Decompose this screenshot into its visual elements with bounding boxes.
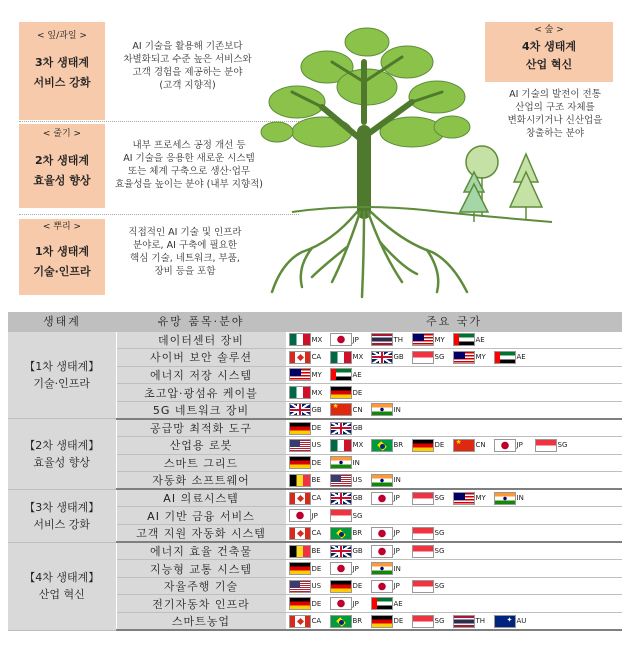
desc-line: 내부 프로세스 공정 개선 등 <box>132 140 246 151</box>
table-row <box>8 331 622 349</box>
category-label: 【3차 생태계】 <box>24 500 100 514</box>
country-flag <box>412 350 449 364</box>
flag-icon <box>289 474 311 487</box>
country-flag <box>289 421 326 435</box>
country-flag <box>289 438 326 452</box>
ecosystem-category-cell <box>8 489 116 542</box>
country-flag <box>412 526 449 540</box>
flag-icon <box>289 509 311 522</box>
country-code: DE <box>352 388 363 397</box>
country-flag <box>412 614 449 628</box>
item-cell: AI 기반 금융 서비스 <box>116 507 286 525</box>
desc-line: AI 기술의 발전이 전통 <box>509 89 601 100</box>
countries-cell <box>286 542 622 560</box>
country-code: CA <box>311 529 322 538</box>
country-code: MX <box>311 388 323 397</box>
ecosystem-category-cell <box>8 542 116 630</box>
flag-icon <box>412 527 434 540</box>
category-label: 기술·인프라 <box>33 376 91 390</box>
flag-icon <box>289 439 311 452</box>
category-label: 【1차 생태계】 <box>24 359 100 373</box>
country-flag <box>330 509 367 523</box>
flag-icon <box>412 439 434 452</box>
desc-line: 창출하는 분야 <box>525 128 585 139</box>
flag-icon <box>330 615 352 628</box>
country-flag <box>289 526 326 540</box>
ecosystem-3-tag: < 잎/과일 > <box>37 31 87 41</box>
countries-cell <box>286 349 622 367</box>
ecosystem-2-title: 2차 생태계 <box>35 154 89 167</box>
desc-line: (고객 지향적) <box>159 80 216 91</box>
item-cell: AI 의료시스템 <box>116 489 286 507</box>
country-code: DE <box>311 424 322 433</box>
country-flag <box>371 579 408 593</box>
country-code: JP <box>352 564 359 573</box>
country-code: DE <box>311 564 322 573</box>
desc-line: 효율성을 높이는 분야 (내부 지향적) <box>115 179 263 190</box>
flag-icon <box>330 509 352 522</box>
country-flag <box>330 562 367 576</box>
table-header-row <box>8 312 622 331</box>
ecosystem-1-box <box>19 219 105 295</box>
flag-icon <box>289 492 311 505</box>
flag-icon <box>371 474 393 487</box>
table-row <box>8 419 622 437</box>
item-cell: 자율주행 기술 <box>116 577 286 595</box>
country-code: BR <box>393 441 404 450</box>
country-code: GB <box>393 353 404 362</box>
country-code: BR <box>352 617 363 626</box>
flag-icon <box>289 368 311 381</box>
flag-icon <box>330 439 352 452</box>
flag-icon <box>289 527 311 540</box>
country-code: JP <box>393 494 400 503</box>
flag-icon <box>412 545 434 558</box>
country-code: SG <box>434 494 445 503</box>
country-code: DE <box>311 458 322 467</box>
country-code: JP <box>352 335 359 344</box>
country-flag <box>330 350 367 364</box>
flag-icon <box>453 333 475 346</box>
table-row <box>8 489 622 507</box>
flag-icon <box>371 492 393 505</box>
country-flag <box>289 562 326 576</box>
country-code: US <box>311 582 322 591</box>
flag-icon <box>371 333 393 346</box>
item-cell: 스마트농업 <box>116 613 286 631</box>
country-code: GB <box>352 494 363 503</box>
flag-icon <box>494 615 516 628</box>
country-code: AE <box>475 335 485 344</box>
country-code: JP <box>311 511 318 520</box>
countries-cell <box>286 384 622 402</box>
countries-cell <box>286 419 622 437</box>
header-items: 유망 품목·분야 <box>116 312 286 331</box>
ecosystem-2-subtitle: 효율성 향상 <box>33 174 91 187</box>
country-code: IN <box>516 494 524 503</box>
country-flag <box>412 438 449 452</box>
countries-cell <box>286 577 622 595</box>
flag-icon <box>371 615 393 628</box>
ecosystem-category-cell <box>8 331 116 419</box>
country-flag <box>494 350 531 364</box>
country-flag <box>289 403 326 417</box>
country-flag <box>330 544 367 558</box>
country-code: DE <box>311 599 322 608</box>
country-flag <box>289 456 326 470</box>
country-code: DE <box>352 582 363 591</box>
country-flag <box>289 509 326 523</box>
countries-cell <box>286 560 622 578</box>
country-flag <box>289 579 326 593</box>
flag-icon <box>289 403 311 416</box>
desc-line: AI 기술을 응용한 새로운 시스템 <box>123 153 255 164</box>
country-flag <box>371 438 408 452</box>
country-code: AE <box>516 353 526 362</box>
country-flag <box>330 438 367 452</box>
flag-icon <box>453 439 475 452</box>
countries-cell <box>286 331 622 349</box>
country-flag <box>371 614 408 628</box>
country-flag <box>289 368 326 382</box>
country-flag <box>453 491 490 505</box>
desc-line: 직접적인 AI 기술 및 인프라 <box>128 227 242 238</box>
desc-line: 분야로, AI 구축에 필요한 <box>133 240 237 251</box>
ecosystem-4-tag: < 숲 > <box>534 25 564 35</box>
flag-icon <box>494 492 516 505</box>
flag-icon <box>289 333 311 346</box>
item-cell: 사이버 보안 솔루션 <box>116 349 286 367</box>
country-flag <box>289 491 326 505</box>
country-code: SG <box>557 441 568 450</box>
flag-icon <box>412 492 434 505</box>
country-flag <box>289 473 326 487</box>
flag-icon <box>371 351 393 364</box>
ecosystem-3-box <box>19 22 105 120</box>
country-flag <box>330 597 367 611</box>
ecosystem-diagram <box>0 0 629 305</box>
country-code: DE <box>393 617 404 626</box>
country-code: TH <box>475 617 486 626</box>
category-label: 서비스 강화 <box>33 517 91 531</box>
flag-icon <box>412 351 434 364</box>
flag-icon <box>330 422 352 435</box>
item-cell: 자동화 소프트웨어 <box>116 472 286 490</box>
ecosystem-2-description <box>104 139 274 191</box>
country-flag <box>453 438 490 452</box>
country-flag <box>330 333 367 347</box>
country-code: SG <box>434 582 445 591</box>
flag-icon <box>330 368 352 381</box>
item-cell: 고객 지원 자동화 시스템 <box>116 525 286 543</box>
country-flag <box>371 526 408 540</box>
country-code: AE <box>352 370 362 379</box>
country-code: MX <box>311 335 323 344</box>
country-code: AE <box>393 599 403 608</box>
country-flag <box>412 491 449 505</box>
country-flag <box>412 579 449 593</box>
item-cell: 스마트 그리드 <box>116 454 286 472</box>
country-code: DE <box>434 441 445 450</box>
country-flag <box>371 350 408 364</box>
desc-line: 장비 등을 포함 <box>154 266 216 277</box>
country-code: CA <box>311 617 322 626</box>
flag-icon <box>412 615 434 628</box>
country-code: JP <box>516 441 523 450</box>
desc-line: 차별화되고 수준 높은 서비스와 <box>123 54 252 65</box>
country-code: MX <box>352 353 364 362</box>
flag-icon <box>330 333 352 346</box>
flag-icon <box>453 615 475 628</box>
country-code: JP <box>393 547 400 556</box>
country-flag <box>330 386 367 400</box>
category-label: 효율성 향상 <box>33 456 91 470</box>
country-code: SG <box>434 617 445 626</box>
countries-cell <box>286 454 622 472</box>
category-label: 산업 혁신 <box>38 588 85 602</box>
country-code: GB <box>311 405 322 414</box>
country-code: JP <box>393 582 400 591</box>
country-flag <box>289 544 326 558</box>
countries-cell <box>286 437 622 455</box>
country-code: IN <box>393 476 401 485</box>
ecosystem-1-subtitle: 기술·인프라 <box>33 265 91 278</box>
country-code: MY <box>475 494 486 503</box>
country-flag <box>371 597 408 611</box>
country-code: IN <box>393 564 401 573</box>
desc-line: 또는 체계 구축으로 생산·업무 <box>127 166 251 177</box>
flag-icon <box>412 333 434 346</box>
country-flag <box>371 473 408 487</box>
flag-icon <box>289 545 311 558</box>
country-flag <box>289 614 326 628</box>
country-code: AU <box>516 617 527 626</box>
flag-icon <box>371 403 393 416</box>
country-code: GB <box>352 547 363 556</box>
flag-icon <box>330 562 352 575</box>
country-code: US <box>311 441 322 450</box>
item-cell: 5G 네트워크 장비 <box>116 401 286 419</box>
country-flag <box>494 438 531 452</box>
country-code: TH <box>393 335 404 344</box>
country-flag <box>494 491 531 505</box>
desc-line: 변화시키거나 신산업을 <box>507 115 603 126</box>
flag-icon <box>330 474 352 487</box>
countries-cell <box>286 525 622 543</box>
ecosystem-1-tag: < 뿌리 > <box>42 222 82 232</box>
countries-cell <box>286 613 622 631</box>
country-code: SG <box>434 353 445 362</box>
desc-line: 산업의 구조 자체를 <box>515 102 595 113</box>
ecosystem-table <box>8 312 622 631</box>
item-cell: 공급망 최적화 도구 <box>116 419 286 437</box>
flag-icon <box>330 386 352 399</box>
country-code: BE <box>311 476 321 485</box>
flag-icon <box>330 403 352 416</box>
item-cell: 초고압·광섬유 케이블 <box>116 384 286 402</box>
country-flag <box>330 614 367 628</box>
ecosystem-3-title: 3차 생태계 <box>35 56 89 69</box>
ecosystem-1-description <box>110 226 260 278</box>
desc-line: 고객 경험을 제공하는 분야 <box>132 67 243 78</box>
flag-icon <box>330 351 352 364</box>
flag-icon <box>330 492 352 505</box>
country-code: IN <box>352 458 360 467</box>
ecosystem-3-subtitle: 서비스 강화 <box>33 76 91 89</box>
category-label: 【4차 생태계】 <box>24 571 100 585</box>
flag-icon <box>371 527 393 540</box>
desc-line: AI 기술을 활용해 기존보다 <box>132 41 243 52</box>
flag-icon <box>330 527 352 540</box>
flag-icon <box>289 562 311 575</box>
ecosystem-2-tag: < 줄기 > <box>42 129 82 139</box>
ecosystem-category-cell <box>8 419 116 489</box>
flag-icon <box>494 351 516 364</box>
flag-icon <box>371 545 393 558</box>
country-code: BE <box>311 547 321 556</box>
country-flag <box>330 526 367 540</box>
flag-icon <box>289 615 311 628</box>
flag-icon <box>289 580 311 593</box>
country-code: CN <box>352 405 363 414</box>
country-flag <box>453 614 490 628</box>
countries-cell <box>286 366 622 384</box>
header-countries: 주요 국가 <box>286 312 622 331</box>
country-code: JP <box>393 529 400 538</box>
ecosystem-4-box <box>485 22 613 82</box>
flag-icon <box>330 580 352 593</box>
flag-icon <box>535 439 557 452</box>
flag-icon <box>371 562 393 575</box>
country-flag <box>330 491 367 505</box>
country-flag <box>412 333 449 347</box>
flag-icon <box>412 580 434 593</box>
flag-icon <box>371 580 393 593</box>
ecosystem-3-description <box>110 40 265 92</box>
country-code: MX <box>352 441 364 450</box>
country-code: MY <box>311 370 322 379</box>
country-code: SG <box>434 529 445 538</box>
country-code: JP <box>352 599 359 608</box>
item-cell: 데이터센터 장비 <box>116 331 286 349</box>
country-flag <box>412 544 449 558</box>
country-flag <box>330 473 367 487</box>
country-code: CA <box>311 353 322 362</box>
ecosystem-1-title: 1차 생태계 <box>35 245 89 258</box>
countries-cell <box>286 472 622 490</box>
flag-icon <box>371 439 393 452</box>
flag-icon <box>289 351 311 364</box>
ecosystem-2-box <box>19 124 105 208</box>
countries-cell <box>286 595 622 613</box>
country-flag <box>453 350 490 364</box>
country-flag <box>494 614 531 628</box>
item-cell: 산업용 로봇 <box>116 437 286 455</box>
item-cell: 지능형 교통 시스템 <box>116 560 286 578</box>
header-ecosystem: 생태계 <box>8 312 116 331</box>
flag-icon <box>289 456 311 469</box>
country-code: IN <box>393 405 401 414</box>
ecosystem-4-subtitle: 산업 혁신 <box>525 58 573 71</box>
table-row <box>8 542 622 560</box>
flag-icon <box>330 597 352 610</box>
ecosystem-4-title: 4차 생태계 <box>522 40 576 53</box>
country-flag <box>371 333 408 347</box>
country-flag <box>371 562 408 576</box>
country-flag <box>330 368 367 382</box>
country-flag <box>330 403 367 417</box>
country-code: MY <box>434 335 445 344</box>
country-flag <box>330 456 367 470</box>
country-code: CA <box>311 494 322 503</box>
countries-cell <box>286 401 622 419</box>
ecosystem-4-description <box>490 88 620 140</box>
item-cell: 에너지 저장 시스템 <box>116 366 286 384</box>
country-flag <box>535 438 572 452</box>
flag-icon <box>289 597 311 610</box>
category-label: 【2차 생태계】 <box>24 439 100 453</box>
flag-icon <box>289 386 311 399</box>
flag-icon <box>289 422 311 435</box>
country-flag <box>330 579 367 593</box>
country-flag <box>289 350 326 364</box>
countries-cell <box>286 507 622 525</box>
country-code: BR <box>352 529 363 538</box>
desc-line: 핵심 기술, 네트워크, 부품, <box>130 253 240 264</box>
country-flag <box>330 421 367 435</box>
country-flag <box>289 333 326 347</box>
item-cell: 에너지 효율 건축물 <box>116 542 286 560</box>
country-flag <box>371 403 408 417</box>
countries-cell <box>286 489 622 507</box>
country-flag <box>289 597 326 611</box>
country-code: SG <box>434 547 445 556</box>
country-code: US <box>352 476 363 485</box>
country-code: SG <box>352 511 363 520</box>
country-code: CN <box>475 441 486 450</box>
country-flag <box>289 386 326 400</box>
flag-icon <box>453 351 475 364</box>
country-flag <box>453 333 490 347</box>
flag-icon <box>453 492 475 505</box>
flag-icon <box>494 439 516 452</box>
flag-icon <box>330 545 352 558</box>
country-code: GB <box>352 424 363 433</box>
country-code: MY <box>475 353 486 362</box>
country-flag <box>371 544 408 558</box>
item-cell: 전기자동차 인프라 <box>116 595 286 613</box>
flag-icon <box>330 456 352 469</box>
flag-icon <box>371 597 393 610</box>
country-flag <box>371 491 408 505</box>
